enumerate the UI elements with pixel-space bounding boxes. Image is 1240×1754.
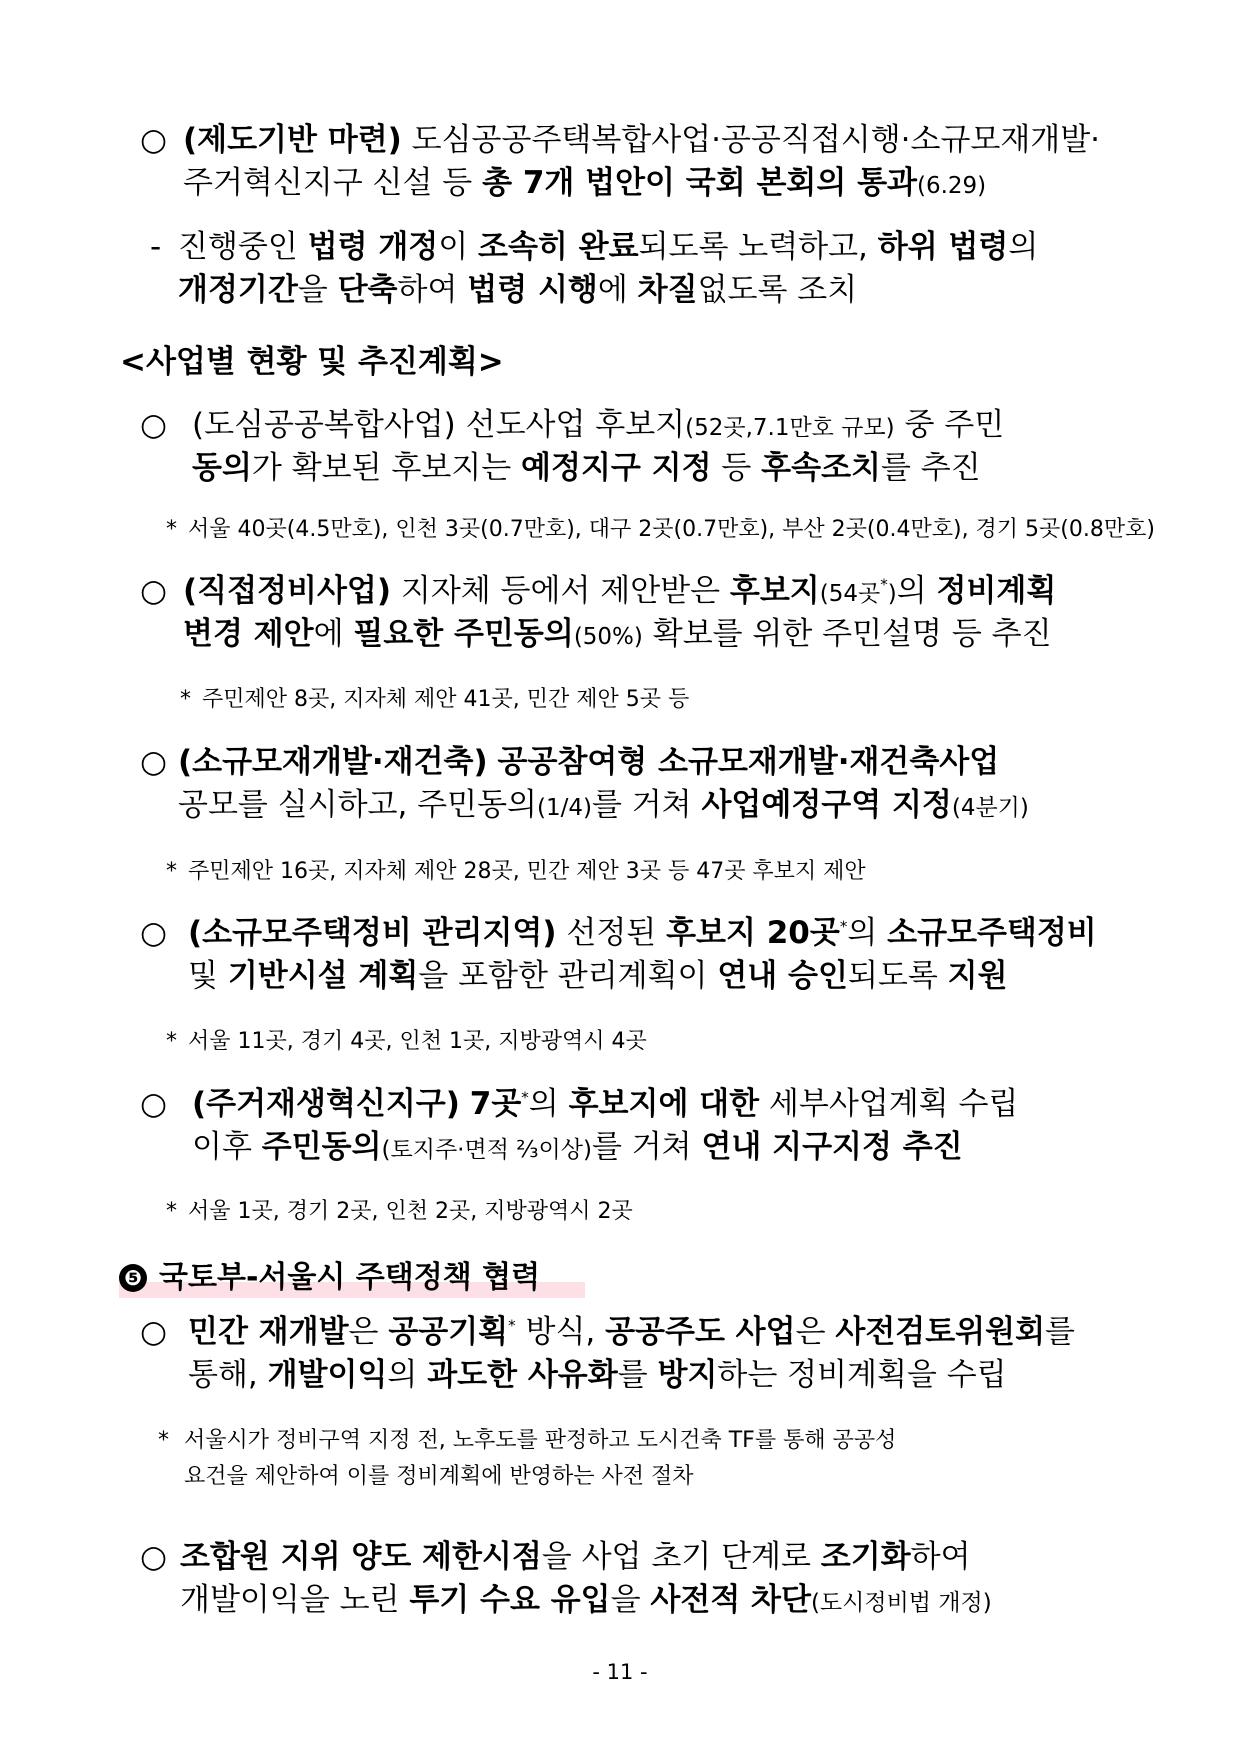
text-line [188,514,1155,546]
text-line [188,1196,633,1228]
text-run: 연내 지구지정 추진 [701,1129,963,1165]
text-run: 의 [896,573,937,609]
text-run: 주민제안 16곳, 지자체 제안 28곳, 민간 제안 3곳 등 47곳 후보지 제안 [188,859,866,884]
text-run: 중 주민 [894,407,1005,443]
text-run: 도심공공주택복합사업·공공직접시행·소규모재개발· [401,122,1101,158]
dash-marker: - [150,229,162,265]
text-run: 후속조치 [761,450,881,486]
text-run: 총 7개 법안이 국회 본회의 통과 [482,165,917,201]
text-run: (제도기반 마련) [183,122,402,158]
bullet-circle-icon: ○ [140,744,168,780]
text-run: 을 [297,272,338,308]
text-run: 서울 11곳, 경기 4곳, 인천 1곳, 지방광역시 4곳 [188,1029,647,1054]
text-run: 법령 시행 [467,272,598,308]
text-run: 법령 개정 [307,229,439,265]
text-run: 방식, [515,1314,606,1350]
text-line [192,1082,1018,1126]
text-line [192,1125,963,1172]
text-line [178,740,999,784]
text-run: 를 [1045,1314,1075,1350]
text-run: 정비계획 [936,573,1057,609]
text-line [183,569,1056,616]
text-run: (도심공공복합사업) [192,407,456,443]
footnote-asterisk: * [166,859,177,884]
bullet-circle-icon: ○ [140,573,168,609]
bullet-circle-icon: ○ [140,915,168,951]
text-run: 진행중인 [178,229,308,265]
text-run: (50%) [573,624,643,650]
text-line [178,268,857,312]
text-run: 7곳 [469,1086,522,1122]
text-run: 요건을 제안하여 이를 정비계획에 반영하는 사전 절차 [184,1464,694,1489]
text-run: 을 사업 초기 단계로 [541,1539,821,1575]
footnote-asterisk: * [158,1428,169,1453]
text-line [178,783,1029,830]
text-run: 서울 1곳, 경기 2곳, 인천 2곳, 지방광역시 2곳 [188,1199,633,1224]
text-run: 되도록 [847,958,948,994]
section-title: 국토부-서울시 주택정책 협력 [159,1260,541,1295]
text-run: 에 [597,272,638,308]
text-run: 후보지에 대한 [568,1086,760,1122]
footnote-ref: * [839,917,848,936]
text-run: (소규모주택정비 관리지역) [188,915,557,951]
text-run: 사업예정구역 지정 [701,787,952,823]
text-run: 사전검토위원회 [835,1314,1046,1350]
text-run: (1/4) [536,795,592,821]
text-line [188,856,866,888]
text-run: 지원 [947,958,1008,994]
text-line [180,1578,992,1625]
bullet-circle-icon: ○ [140,1086,168,1122]
text-run: 조합원 지위 양도 제한시점 [180,1539,542,1575]
text-run: 를 거쳐 [591,787,702,823]
text-run: 공공기획 [388,1314,509,1350]
text-run: 하여 [910,1539,971,1575]
text-run: 주민제안 8곳, 지자체 제안 41곳, 민간 제안 5곳 등 [202,687,690,712]
text-run: 에 [313,616,354,652]
text-run: (6.29) [916,173,987,199]
text-run: 하여 [397,272,468,308]
text-run: 예정지구 지정 [521,450,712,486]
text-run: 방지 [657,1357,718,1393]
text-run: 동의 [192,450,252,486]
text-run: 차질 [637,272,698,308]
text-run: (직접정비사업) [183,573,392,609]
footnote-asterisk: * [166,1029,177,1054]
text-run: 를 거쳐 [591,1129,702,1165]
text-run: 의 [387,1357,428,1393]
footnote-ref: * [508,1316,516,1335]
text-run: 선도사업 후보지 [455,407,686,443]
text-line [184,1425,896,1457]
text-run: 공모를 실시하고, 주민동의 [178,787,537,823]
text-line [188,1310,1075,1354]
text-run: 가 확보된 후보지는 [251,450,522,486]
text-run [460,1086,470,1122]
bullet-circle-icon: ○ [140,122,168,158]
text-run: 단축 [337,272,398,308]
bullet-circle-icon: ○ [140,407,168,443]
text-run: 공공주도 사업 [605,1314,796,1350]
text-run: 연내 승인 [717,958,848,994]
text-line [178,225,1038,269]
text-run: 를 추진 [880,450,981,486]
text-run: 개정기간 [178,272,298,308]
text-run: 과도한 사유화 [427,1357,618,1393]
text-run: 통해, [188,1357,268,1393]
text-line [192,403,1004,450]
text-run: 를 [617,1357,658,1393]
text-run: 은 [348,1314,389,1350]
text-run: 을 포함한 관리계획이 [418,958,718,994]
text-line [188,911,1097,955]
text-run: (토지주·면적 ⅔이상) [381,1137,592,1163]
text-run: 및 [188,958,228,994]
text-run: 후보지 20곳 [666,915,840,951]
text-run: 등 [711,450,762,486]
text-line [188,1026,647,1058]
page-number: - 11 - [592,1660,648,1684]
text-run: 변경 제안 [183,616,314,652]
text-run: 서울 40곳(4.5만호), 인천 3곳(0.7만호), 대구 2곳(0.7만호), 부산 2곳(0.4만호), 경기 5곳(0.8만호) [188,517,1155,542]
text-run: 세부사업계획 수립 [759,1086,1019,1122]
text-run: (4분기) [951,795,1029,821]
text-run: (주거재생혁신지구) [192,1086,460,1122]
text-run: 의 [847,915,888,951]
text-run: 기반시설 계획 [227,958,419,994]
bullet-circle-icon: ○ [140,1539,168,1575]
text-line [183,161,986,208]
text-line [183,118,1100,162]
section-number-icon: ❺ [119,1264,147,1292]
text-run: 하위 법령 [877,229,1009,265]
text-run [488,744,498,780]
text-run: 선정된 [556,915,667,951]
text-run: 개발이익을 노린 [180,1582,410,1618]
text-line [202,684,689,716]
text-run: 개발이익 [267,1357,388,1393]
text-line [188,1353,1007,1397]
text-run: 주민동의 [261,1129,382,1165]
text-run: 의 [1008,229,1039,265]
text-line [188,954,1008,998]
text-run: 이후 [192,1129,262,1165]
footnote-ref: * [521,1088,529,1107]
text-run: (54곳 [819,581,881,607]
text-run: (도시정비법 개정) [810,1590,992,1616]
text-run: 서울시가 정비구역 지정 전, 노후도를 판정하고 도시건축 TF를 통해 공공성 [184,1428,897,1453]
text-run: 없도록 조치 [697,272,858,308]
text-run: 소규모주택정비 [887,915,1097,951]
text-run: (52곳,7.1만호 규모) [685,415,895,441]
text-run: 민간 재개발 [188,1314,349,1350]
text-run: 필요한 주민동의 [353,616,574,652]
text-run: 공공참여형 소규모재개발·재건축사업 [497,744,1000,780]
text-run: 확보를 위한 주민설명 등 추진 [642,616,1052,652]
footnote-ref: * [880,575,888,594]
bullet-circle-icon: ○ [140,1314,168,1350]
text-run: (소규모재개발·재건축) [178,744,488,780]
text-run: 투기 수요 유입 [409,1582,611,1618]
text-run: 이 [438,229,479,265]
text-run: 사전적 차단 [650,1582,811,1618]
text-run: 지자체 등에서 제안받은 [391,573,730,609]
text-run: 하는 정비계획을 수립 [717,1357,1007,1393]
text-run: 을 [610,1582,651,1618]
text-line [180,1535,971,1579]
subheading: <사업별 현황 및 추진계획> [120,344,504,380]
text-line [184,1461,694,1493]
text-line [183,612,1052,659]
footnote-asterisk: * [166,517,177,542]
text-run: 후보지 [729,573,820,609]
text-run: ) [887,581,897,607]
footnote-asterisk: * [180,687,191,712]
text-run: 은 [795,1314,836,1350]
section-heading [107,1258,585,1298]
text-line [192,446,981,490]
text-run: 의 [528,1086,569,1122]
footnote-asterisk: * [166,1199,177,1224]
text-run: 주거혁신지구 신설 등 [183,165,483,201]
text-run: 조속히 완료 [478,229,639,265]
text-run: 되도록 노력하고, [638,229,878,265]
text-run: 조기화 [820,1539,911,1575]
